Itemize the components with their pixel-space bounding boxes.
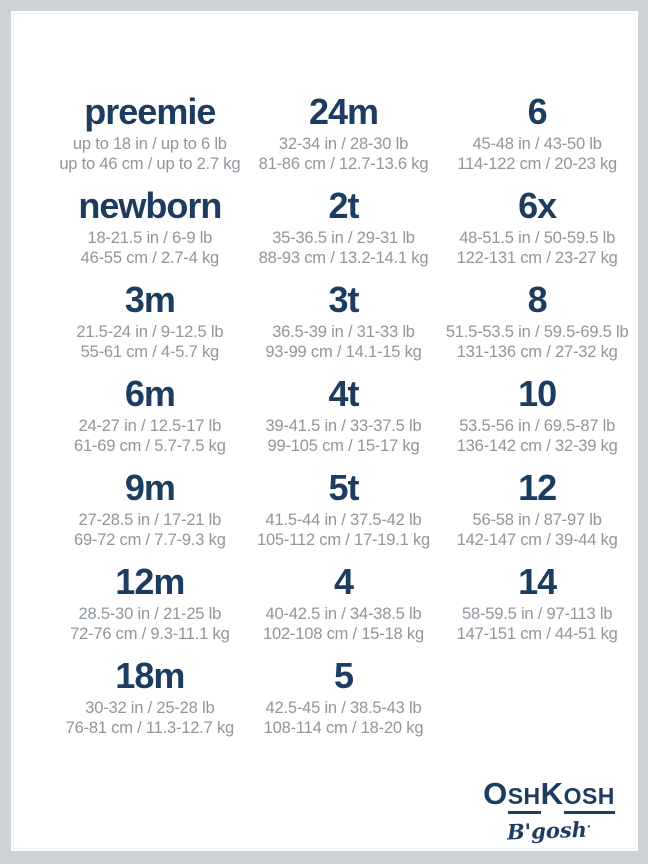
size-entry-5t [247,469,441,563]
size-range-imperial: 27-28.5 in / 17-21 lb [78,511,222,529]
logo-letter: K [540,776,564,811]
size-label: 8 [527,279,547,320]
size-entry-10 [440,375,634,469]
logo-letters-underlined: SH [508,783,541,814]
size-label: 5 [333,655,353,696]
logo-letter: O [483,776,508,811]
size-label: 24m [308,91,379,132]
size-label: preemie [84,91,216,132]
size-label: 12 [518,467,557,508]
size-label: 14 [518,561,557,602]
size-range-imperial: 24-27 in / 12.5-17 lb [78,417,222,435]
size-range-imperial: 28.5-30 in / 21-25 lb [78,605,222,623]
size-range-metric: 122-131 cm / 23-27 kg [456,249,618,267]
size-range-metric: 105-112 cm / 17-19.1 kg [256,531,431,549]
size-label: 18m [115,655,185,696]
logo-trademark-dot: · [586,819,592,834]
size-range-metric: up to 46 cm / up to 2.7 kg [59,155,241,173]
size-range-metric: 81-86 cm / 12.7-13.6 kg [258,155,429,173]
size-label: 6x [518,185,557,226]
size-label: 2t [328,185,359,226]
size-range-metric: 131-136 cm / 27-32 kg [456,343,618,361]
size-range-metric: 99-105 cm / 15-17 kg [267,437,420,455]
size-entry-2t [247,187,441,281]
size-label: 9m [124,467,175,508]
size-entry-9m [53,469,247,563]
size-label: 12m [115,561,185,602]
size-range-metric: 55-61 cm / 4-5.7 kg [80,343,219,361]
size-range-metric: 147-151 cm / 44-51 kg [456,625,618,643]
logo-script-text: B'gosh [506,816,588,845]
size-range-metric: 76-81 cm / 11.3-12.7 kg [65,719,235,737]
size-range-imperial: 35-36.5 in / 29-31 lb [272,229,415,247]
logo-letters-underlined: OSH [564,783,615,814]
size-entry-4t [247,375,441,469]
size-range-imperial: 56-58 in / 87-97 lb [472,511,602,529]
size-entry-18m [53,657,247,751]
size-range-metric: 88-93 cm / 13.2-14.1 kg [258,249,429,267]
size-entry-3t [247,281,441,375]
size-range-imperial: 21.5-24 in / 9-12.5 lb [76,323,224,341]
size-label: 3m [124,279,175,320]
logo-script [474,813,625,845]
size-entry-6 [440,93,634,187]
size-range-imperial: 53.5-56 in / 69.5-87 lb [459,417,616,435]
size-range-imperial: 51.5-53.5 in / 59.5-69.5 lb [445,323,629,341]
size-entry-4 [247,563,441,657]
size-entry-newborn [53,187,247,281]
size-range-imperial: 42.5-45 in / 38.5-43 lb [265,699,422,717]
size-range-metric: 102-108 cm / 15-18 kg [263,625,424,643]
size-label: 6 [527,91,547,132]
size-label: 3t [328,279,359,320]
size-range-imperial: 18-21.5 in / 6-9 lb [87,229,213,247]
size-range-metric: 69-72 cm / 7.7-9.3 kg [73,531,226,549]
size-label: 10 [518,373,557,414]
size-entry-preemie [53,93,247,187]
size-range-imperial: up to 18 in / up to 6 lb [72,135,227,153]
size-entry-12 [440,469,634,563]
size-entry-5 [247,657,441,751]
size-range-imperial: 32-34 in / 28-30 lb [278,135,409,153]
size-label: 4 [333,561,353,602]
size-range-imperial: 40-42.5 in / 34-38.5 lb [265,605,422,623]
size-range-metric: 114-122 cm / 20-23 kg [457,155,617,173]
size-entry-8 [440,281,634,375]
size-entry-3m [53,281,247,375]
size-entry-12m [53,563,247,657]
size-range-metric: 46-55 cm / 2.7-4 kg [80,249,219,267]
size-label: newborn [78,185,222,226]
size-label: 4t [328,373,359,414]
size-entry-empty [440,657,634,751]
size-range-imperial: 58-59.5 in / 97-113 lb [462,605,613,623]
size-range-metric: 93-99 cm / 14.1-15 kg [265,343,422,361]
size-range-metric: 61-69 cm / 5.7-7.5 kg [73,437,226,455]
size-range-metric: 142-147 cm / 39-44 kg [456,531,618,549]
logo-wordmark [474,776,624,815]
size-label: 5t [328,467,359,508]
size-label: 6m [124,373,175,414]
size-range-imperial: 39-41.5 in / 33-37.5 lb [265,417,422,435]
size-entry-6x [440,187,634,281]
size-range-imperial: 41.5-44 in / 37.5-42 lb [265,511,422,529]
size-range-imperial: 45-48 in / 43-50 lb [472,135,602,153]
oshkosh-bgosh-logo [474,776,624,845]
size-entry-24m [247,93,441,187]
size-range-metric: 108-114 cm / 18-20 kg [263,719,424,737]
size-chart-page [11,11,638,851]
size-range-imperial: 36.5-39 in / 31-33 lb [272,323,415,341]
size-range-metric: 72-76 cm / 9.3-11.1 kg [70,625,230,643]
size-entry-14 [440,563,634,657]
size-range-imperial: 48-51.5 in / 50-59.5 lb [459,229,616,247]
size-range-metric: 136-142 cm / 32-39 kg [456,437,618,455]
size-range-imperial: 30-32 in / 25-28 lb [85,699,215,717]
size-chart-grid [11,11,638,751]
size-entry-6m [53,375,247,469]
